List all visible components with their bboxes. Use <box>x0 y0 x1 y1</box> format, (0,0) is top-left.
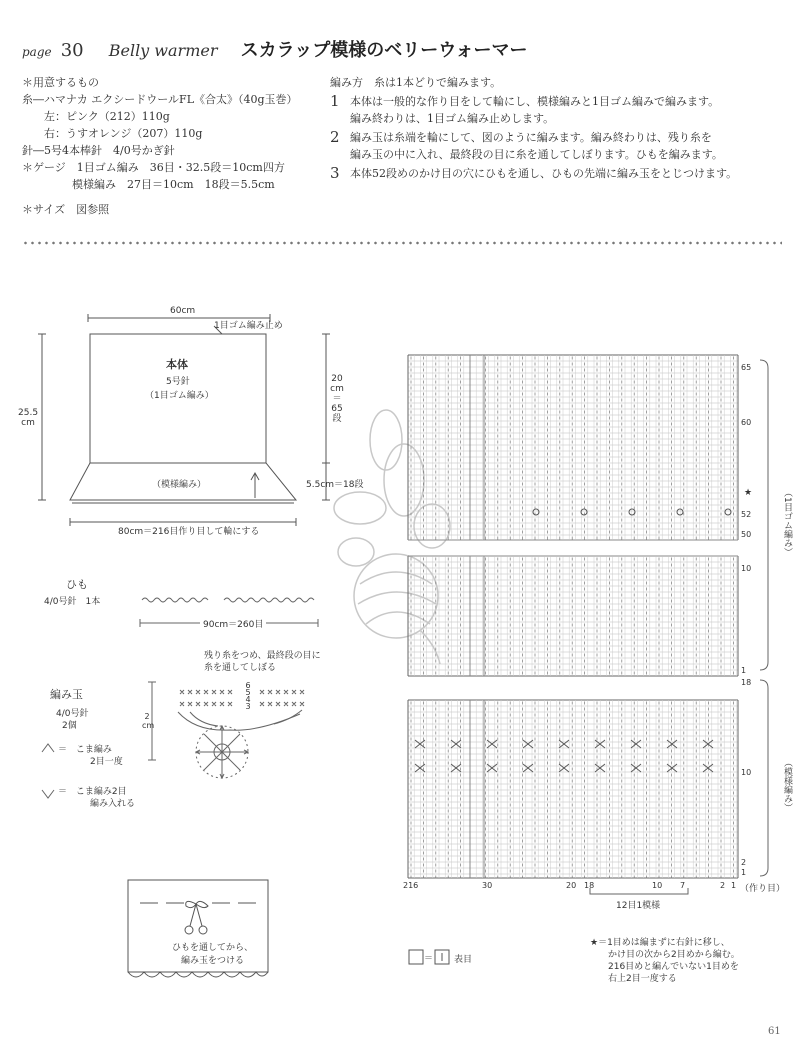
page-label: page <box>22 45 52 59</box>
page-folio: 61 <box>768 1026 781 1037</box>
cord-needle: 4/0号針 1本 <box>44 597 101 607</box>
section-label-rib: （1目ゴム編み） <box>782 488 792 557</box>
pompom-count: 2個 <box>62 721 77 731</box>
chart-col-label: 216 <box>403 881 419 890</box>
cord-title: ひも <box>66 578 88 591</box>
cast-on-label: （作り目） <box>740 884 786 894</box>
pompom-needle: 4/0号針 <box>56 709 89 719</box>
gauge-line: ＊ゲージ 1目ゴム編み 36目・32.5段＝10cm四方 <box>22 161 285 174</box>
chart-row-label: 1 <box>741 868 747 877</box>
materials-line: 右：うすオレンジ（207）110g <box>44 127 203 140</box>
chart-col-label: 10 <box>652 881 663 890</box>
chart-row-label: 10 <box>741 564 752 573</box>
pompom-note: 残り糸をつめ、最終段の目に 糸を通してしぼる <box>204 651 321 673</box>
body-rib-label: （1目ゴム編み） <box>145 391 214 401</box>
body-name: 本体 <box>166 358 188 371</box>
materials-line: 針―5号4本棒針 4/0号かぎ針 <box>22 144 175 157</box>
chart-row-label: 60 <box>741 418 752 427</box>
materials-line: 糸―ハマナカ エクシードウールFL《合太》（40g玉巻） <box>22 93 298 106</box>
chart-col-label: 18 <box>584 881 595 890</box>
chart-row-label: 50 <box>741 530 752 539</box>
pompom-title: 編み玉 <box>50 688 83 701</box>
chart-row-label: 52 <box>741 510 752 519</box>
chart-row-label: 65 <box>741 363 752 372</box>
star-marker: ★ <box>744 488 753 498</box>
chart-footnote: ★＝1目めは編まずに右針に移し、 かけ目の次から2目めから編む。 216目めと編んでいない1目めを 右上2目一度する <box>590 938 740 984</box>
repeat-label: 12目1模様 <box>616 901 661 911</box>
step-subtext: 編み玉の中に入れ、最終段の目に糸を通してしぼります。ひもを編みます。 <box>350 148 723 161</box>
chart-col-label: 20 <box>566 881 577 890</box>
pompom-row-numbers: 6 5 4 3 <box>245 681 251 711</box>
instructions-heading: 編み方 糸は1本どりで編みます。 <box>330 76 502 89</box>
chart-row-label: 10 <box>741 768 752 777</box>
step-text: 本体は一般的な作り目をして輪にし、模様編みと1目ゴム編みで編みます。 <box>350 95 720 108</box>
chart-legend-eq: ＝ <box>424 954 434 964</box>
materials-line: 左：ピンク（212）110g <box>44 110 170 123</box>
pattern-label: （模様編み） <box>152 480 207 490</box>
materials-heading: ＊用意するもの <box>22 76 99 89</box>
chart-col-label: 2 <box>720 881 726 890</box>
body-needle: 5号針 <box>166 377 190 387</box>
chart-col-label: 1 <box>731 881 737 890</box>
step-number: 3 <box>330 164 340 182</box>
chart-legend-knit: 表目 <box>454 955 473 965</box>
step-text: 編み玉は糸端を輪にして、図のように編みます。編み終わりは、残り糸を <box>350 131 712 144</box>
step-subtext: 編み終わりは、1目ゴム編み止めします。 <box>350 112 555 125</box>
body-top-width: 60cm <box>170 306 196 316</box>
chart-col-label: 30 <box>482 881 493 890</box>
chart-row-label: 18 <box>741 678 752 687</box>
pompom-size: 2 cm <box>142 712 155 730</box>
page-title: スカラップ模様のベリーウォーマー <box>240 40 528 61</box>
size-line: ＊サイズ 図参照 <box>22 203 110 216</box>
body-cast-on-label: 80cm＝216目作り目して輪にする <box>118 527 260 537</box>
chart-row-label: 2 <box>741 858 747 867</box>
symbol-legend-dec: ＝ こま編み 2目一度 <box>58 745 123 767</box>
body-total-height: 25.5 cm <box>18 408 39 428</box>
symbol-legend-inc: ＝ こま編み2目 編み入れる <box>58 787 136 809</box>
step-text: 本体52段めのかけ目の穴にひもを通し、ひもの先端に編み玉をとじつけます。 <box>350 167 738 180</box>
body-rib-height: 20 cm ＝ 65 段 <box>330 374 344 424</box>
sketch-note: ひもを通してから、 編み玉をつける <box>172 943 254 966</box>
title-english: Belly warmer <box>108 41 218 60</box>
bindoff-label: 1目ゴム編み止め <box>214 321 283 331</box>
gauge-line: 模様編み 27目＝10cm 18段＝5.5cm <box>72 178 275 191</box>
cord-length: 90cm＝260目 <box>200 617 266 630</box>
section-label-pattern: （模様編み） <box>782 758 792 812</box>
step-number: 1 <box>330 92 340 110</box>
chart-col-label: 7 <box>680 881 686 890</box>
step-number: 2 <box>330 128 340 146</box>
pattern-height: 5.5cm＝18段 <box>306 480 364 490</box>
chart-row-label: 1 <box>741 666 747 675</box>
page-number: 30 <box>60 40 84 61</box>
